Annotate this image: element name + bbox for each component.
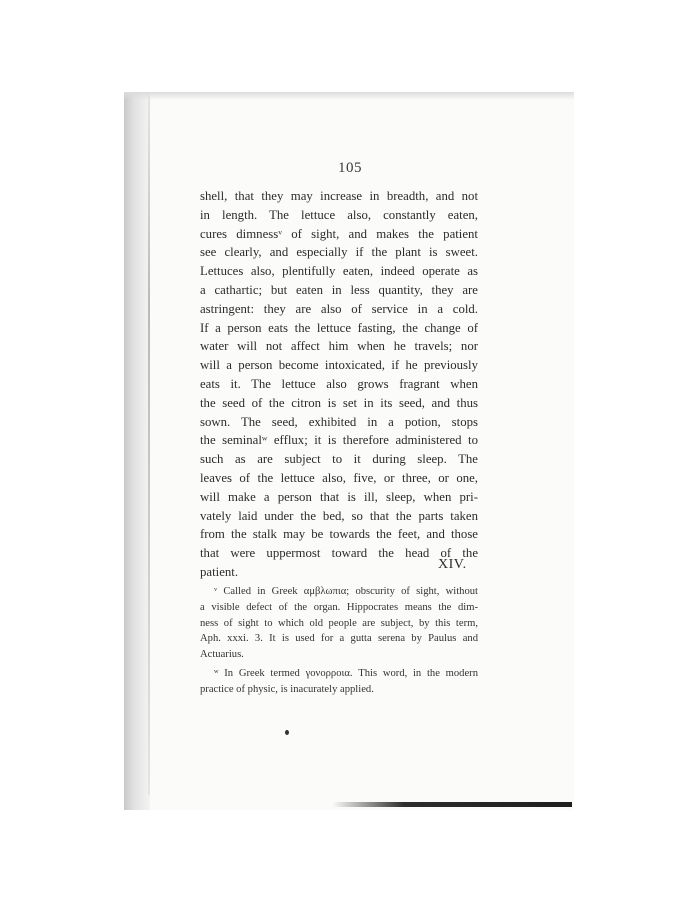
footnote-line: ʷ In Greek termed γονορροια. This word, in the modern bbox=[214, 667, 478, 679]
body-text bbox=[200, 187, 478, 582]
top-page-edge bbox=[124, 92, 574, 100]
text-line: sown. The seed, exhibited in a potion, stops bbox=[200, 414, 478, 429]
text-line: in length. The lettuce also, constantly eaten, bbox=[200, 207, 478, 222]
footnote-line: ness of sight to which old people are subject, by this term, bbox=[200, 617, 478, 629]
text-line: Lettuces also, plentifully eaten, indeed operate as bbox=[200, 264, 478, 279]
text-line: shell, that they may increase in breadth, and not bbox=[200, 189, 478, 203]
text-line: leaves of the lettuce also, five, or three, or one, bbox=[200, 470, 478, 485]
text-line: vately laid under the bed, so that the parts taken bbox=[200, 508, 478, 523]
catchword: XIV. bbox=[438, 557, 467, 572]
bottom-page-edge bbox=[332, 802, 572, 807]
footnote-line: a visible defect of the organ. Hippocrates means the dim- bbox=[200, 601, 478, 613]
page-number: 105 bbox=[338, 160, 362, 176]
page-gutter-shadow bbox=[124, 92, 150, 810]
text-line: will a person become intoxicated, if he previously bbox=[200, 358, 478, 373]
text-line: the seed of the citron is set in its seed, and thus bbox=[200, 395, 478, 410]
binding-edge bbox=[148, 95, 150, 795]
text-line: the seminalʷ efflux; it is therefore administered to bbox=[200, 433, 478, 448]
text-line: from the stalk may be towards the feet, and those bbox=[200, 527, 478, 542]
text-line: that were uppermost toward the head of the bbox=[200, 546, 478, 561]
text-line: a cathartic; but eaten in less quantity, they are bbox=[200, 282, 478, 297]
text-line: patient. bbox=[200, 564, 239, 579]
text-line: cures dimnessᵛ of sight, and makes the patient bbox=[200, 226, 478, 241]
ink-speck bbox=[285, 730, 289, 735]
text-line: see clearly, and especially if the plant is sweet. bbox=[200, 245, 478, 260]
footnotes bbox=[200, 584, 478, 698]
text-line: eats it. The lettuce also grows fragrant when bbox=[200, 376, 478, 391]
footnote-line: practice of physic, is inacurately applied. bbox=[200, 683, 374, 695]
footnote-line: ᵛ Called in Greek αμβλωπια; obscurity of sight, without bbox=[214, 586, 478, 597]
footnote-line: Actuarius. bbox=[200, 649, 244, 661]
footnote-line: Aph. xxxi. 3. It is used for a gutta serena by Paulus and bbox=[200, 633, 478, 645]
text-line: will make a person that is ill, sleep, when pri- bbox=[200, 489, 478, 504]
text-line: astringent: they are also of service in a cold. bbox=[200, 301, 478, 316]
text-line: If a person eats the lettuce fasting, the change of bbox=[200, 320, 478, 335]
text-line: such as are subject to it during sleep. The bbox=[200, 452, 478, 467]
text-line: water will not affect him when he travels; nor bbox=[200, 339, 478, 354]
